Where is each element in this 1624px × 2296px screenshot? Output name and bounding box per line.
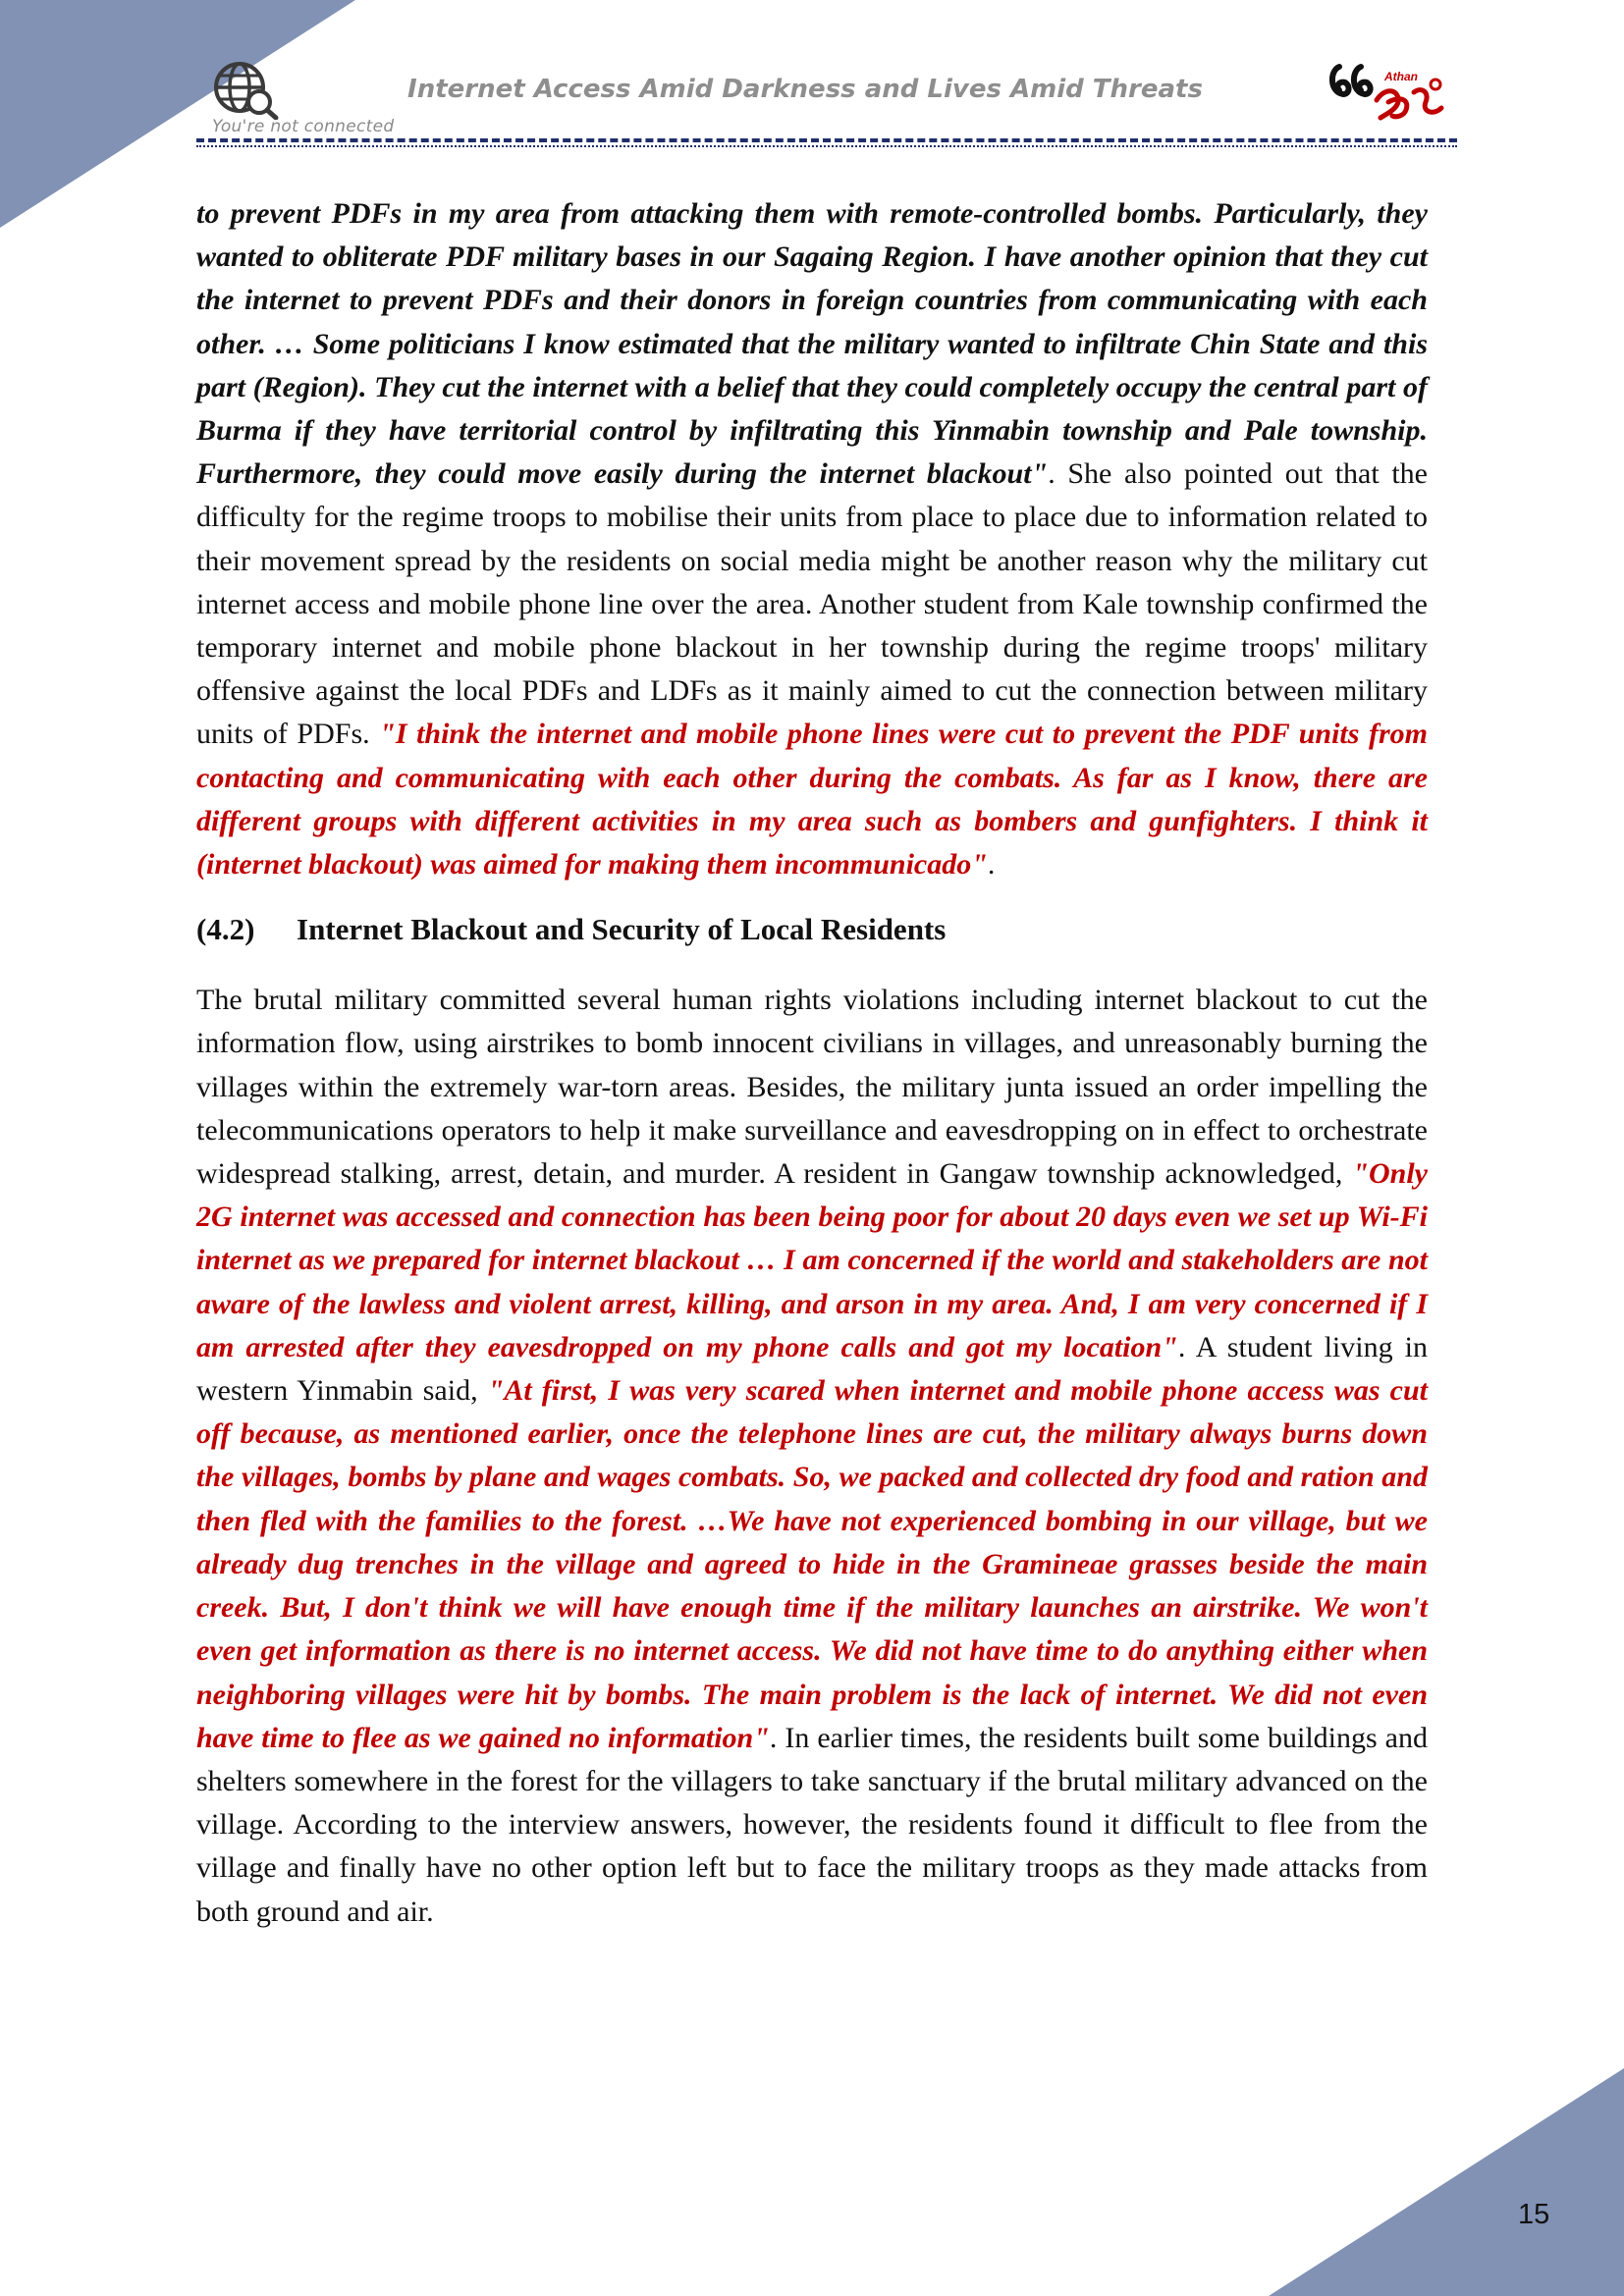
globe-search-icon [210,59,279,120]
header-divider-dotted [196,145,1457,147]
section-number: (4.2) [196,912,255,947]
paragraph-security [196,979,1428,1933]
paragraph-continued [196,192,1428,886]
section-title: Internet Blackout and Security of Local Residents [297,912,947,947]
quote-kale-student: "I think the internet and mobile phone lines were cut to prevent the PDF units from contacting and communicating with each other during the combats. As far as I know, there are different groups with different activities in my area such as bombers and gunfighters. I think it (internet blackout) was aimed for making them incommunicado" [196,718,1428,881]
quote-yinmabin-student: "At first, I was very scared when internet and mobile phone access was cut off because, as mentioned earlier, once the telephone lines are cut, the military always burns down the villages, bombs by plane and wages combats. So, we packed and collected dry food and ration and then fled with the families to the forest. …We have not experienced bombing in our village, but we already dug trenches in the village and agreed to hide in the Gramineae grasses beside the main creek. But, I don't think we will have enough time if the military launches an airstrike. We won't even get information as there is no internet access. We did not have time to do anything either when neighboring villages were hit by bombs. The main problem is the lack of internet. We did not even have time to flee as we gained no information" [196,1374,1428,1754]
running-header-title: Internet Access Amid Darkness and Lives Amid Threats [407,75,1203,104]
page-number: 15 [1518,2199,1550,2230]
section-heading [196,908,1428,951]
svg-text:Athan: Athan [1384,70,1418,83]
paragraph-text: The brutal military committed several human rights violations including internet blackout to cut the information flow, using airstrikes to bomb innocent civilians in villages, and unreasonably burning the villages within the extremely war-torn areas. Besides, the military junta issued an order impelling the telecommunications operators to help it make surveillance and eavesdropping on in effect to orchestrate widespread stalking, arrest, detain, and murder. A resident in Gangaw township acknowledged, [196,984,1428,1191]
header-divider [196,138,1457,142]
paragraph-text: . A student living in western Yinmabin said, [196,1330,1428,1408]
quote-gangaw-resident: "Only 2G internet was accessed and connection has been being poor for about 20 days even we set up Wi-Fi internet as we prepared for internet blackout … I am concerned if the world and stakeholders are not aware of the lawless and violent arrest, killing, and arson in my area. And, I am very concerned if I am arrested after they eavesdropped on my phone calls and got my location" [196,1157,1428,1363]
quote-continued: to prevent PDFs in my area from attacking them with remote-controlled bombs. Particularly, they wanted to obliterate PDF military bases in our Sagaing Region. I have another opinion that they cut the internet to prevent PDFs and their donors in foreign countries from communicating with each other. … Some politicians I know estimated that the military wanted to infiltrate Chin State and this part (Region). They cut the internet with a belief that they could completely occupy the central part of Burma if they have territorial control by infiltrating this Yinmabin township and Pale township. Furthermore, they could move easily during the internet blackout" [196,197,1428,491]
athan-logo-icon [1327,59,1447,122]
page-body [196,192,1428,1934]
paragraph-text: . She also pointed out that the difficulty for the regime troops to mobilise their units from place to place due to information related to their movement spread by the residents on social media might be another reason why the military cut internet access and mobile phone line over the area. Another student from Kale township confirmed the temporary internet and mobile phone blackout in her township during the regime troops' military offensive against the local PDFs and LDFs as it mainly aimed to cut the connection between military units of PDFs. [196,457,1428,751]
connection-status: You're not connected [212,117,395,136]
footer-corner-decoration [1269,2068,1624,2296]
paragraph-text: . In earlier times, the residents built some buildings and shelters somewhere in the forest for the villagers to take sanctuary if the brutal military advanced on the village. According to the interview answers, however, the residents found it difficult to flee from the village and finally have no other option left but to face the military troops as they made attacks from both ground and air. [196,1721,1428,1928]
paragraph-text-end: . [987,848,996,881]
